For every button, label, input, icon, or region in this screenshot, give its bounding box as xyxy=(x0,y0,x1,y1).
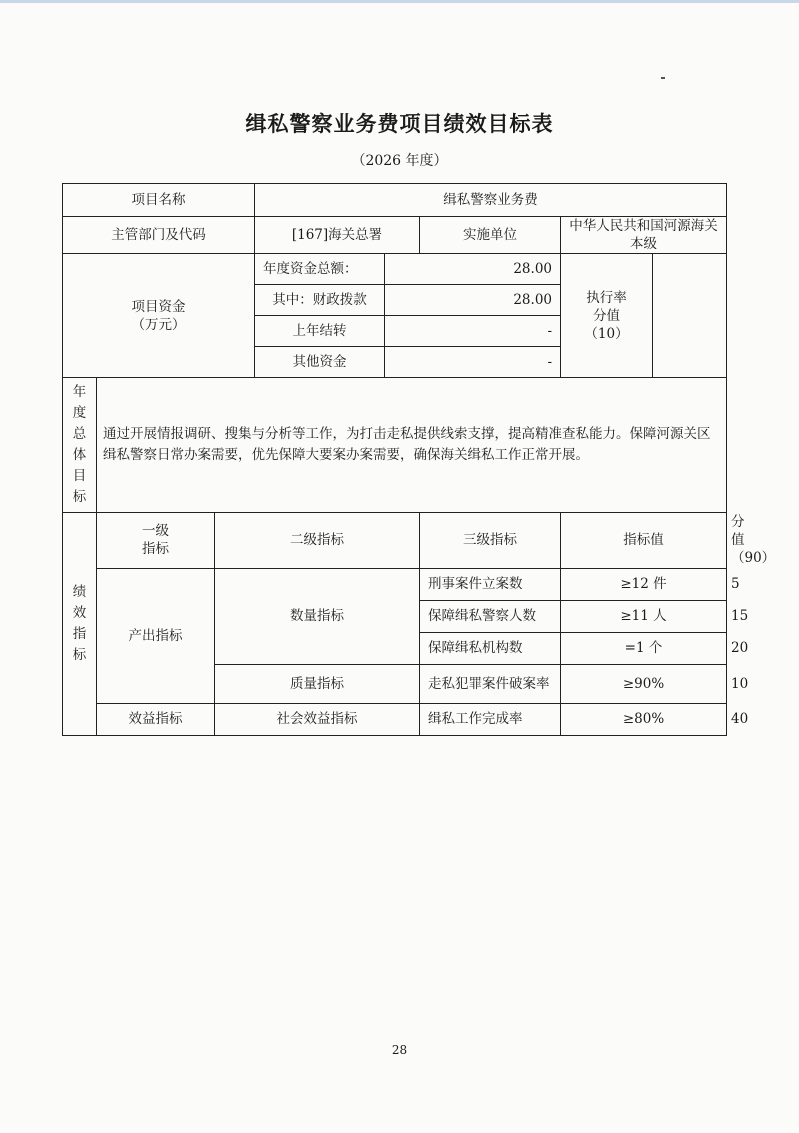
page-title: 缉私警察业务费项目绩效目标表 xyxy=(245,112,554,136)
performance-target-table xyxy=(62,183,776,736)
project-name-value: 缉私警察业务费 xyxy=(255,184,727,217)
department-row xyxy=(63,217,727,254)
indicator-header-row: 绩 效 指 标 一级 指标 二级指标 三级指标 指标值 分值 （90） xyxy=(63,512,727,568)
implementing-unit-label: 实施单位 xyxy=(420,217,561,254)
funds-row-label: 其中：财政拨款 xyxy=(255,285,385,316)
quantity-indicator-label: 数量指标 xyxy=(215,568,420,664)
indicators-label xyxy=(63,512,97,735)
indicator-name: 缉私工作完成率 xyxy=(420,703,561,735)
indicator-value: =1 个 xyxy=(561,632,727,664)
department-label: 主管部门及代码 xyxy=(63,217,255,254)
indicator-value: ≥11 人 xyxy=(561,600,727,632)
funds-row-value: 28.00 xyxy=(385,285,561,316)
indicator-value: ≥80% xyxy=(561,703,727,735)
annual-goal-text: 通过开展情报调研、搜集与分析等工作，为打击走私提供线索支撑，提高精准查私能力。保障河源关区缉私警察日常办案需要，优先保障大要案办案需要，确保海关缉私工作正常开展。 xyxy=(97,378,727,513)
execution-score-line3: （10） xyxy=(584,326,629,343)
project-name-label: 项目名称 xyxy=(63,184,255,217)
funds-row-label: 年度资金总额： xyxy=(255,254,385,285)
annual-goal-row xyxy=(63,378,727,513)
indicator-name: 保障缉私警察人数 xyxy=(420,600,561,632)
indicator-name: 保障缉私机构数 xyxy=(420,632,561,664)
value-header: 指标值 xyxy=(561,512,727,568)
goal-label-char: 度 xyxy=(72,405,87,422)
department-value: [167]海关总署 xyxy=(255,217,420,254)
goal-label-char: 年 xyxy=(72,384,87,401)
execution-score-blank xyxy=(653,254,727,378)
indicator-row: 保障缉私机构数 =1 个 20 xyxy=(63,632,727,664)
page-number: 28 xyxy=(391,1043,408,1057)
level1-header-line1: 一级 xyxy=(142,523,169,540)
funds-row-value: 28.00 xyxy=(385,254,561,285)
goal-label-char: 总 xyxy=(72,426,87,443)
scan-speck xyxy=(661,77,665,79)
indicator-value: ≥12 件 xyxy=(561,568,727,600)
goal-label-char: 体 xyxy=(72,447,87,464)
funds-row xyxy=(63,254,727,285)
indicator-row: 效益指标 社会效益指标 缉私工作完成率 ≥80% 40 xyxy=(63,703,727,735)
output-indicator-label: 产出指标 xyxy=(97,568,215,703)
level1-header xyxy=(97,512,215,568)
indicator-name: 刑事案件立案数 xyxy=(420,568,561,600)
funds-row-label: 上年结转 xyxy=(255,316,385,347)
funds-row-value: - xyxy=(385,347,561,378)
indicator-row: 保障缉私警察人数 ≥11 人 15 xyxy=(63,600,727,632)
goal-label-char: 目 xyxy=(72,468,87,485)
indicator-value: ≥90% xyxy=(561,664,727,703)
execution-score-cell xyxy=(561,254,653,378)
goal-label-char: 标 xyxy=(72,489,87,506)
annual-goal-label xyxy=(63,378,97,513)
indicator-row: 产出指标 数量指标 刑事案件立案数 ≥12 件 5 xyxy=(63,568,727,600)
indicators-label-char: 绩 xyxy=(72,583,87,600)
funds-label xyxy=(63,254,255,378)
indicators-label-char: 指 xyxy=(72,625,87,642)
benefit-indicator-label: 效益指标 xyxy=(97,703,215,735)
indicator-row: 质量指标 走私犯罪案件破案率 ≥90% 10 xyxy=(63,664,727,703)
level3-header: 三级指标 xyxy=(420,512,561,568)
level2-header: 二级指标 xyxy=(215,512,420,568)
page-subtitle: （2026 年度） xyxy=(351,153,448,169)
indicator-name: 走私犯罪案件破案率 xyxy=(420,664,561,703)
funds-row-value: - xyxy=(385,316,561,347)
scan-edge-tint xyxy=(0,0,799,3)
level1-header-line2: 指标 xyxy=(142,541,169,558)
social-benefit-indicator-label: 社会效益指标 xyxy=(215,703,420,735)
project-name-row xyxy=(63,184,727,217)
quality-indicator-label: 质量指标 xyxy=(215,664,420,703)
execution-score-line2: 分值 xyxy=(593,307,620,324)
indicators-label-char: 效 xyxy=(72,604,87,621)
funds-label-line1: 项目资金 xyxy=(131,298,186,315)
indicators-label-char: 标 xyxy=(72,646,87,663)
funds-label-line2: （万元） xyxy=(131,316,186,333)
execution-score-line1: 执行率 xyxy=(586,289,627,306)
funds-row-label: 其他资金 xyxy=(255,347,385,378)
implementing-unit-value: 中华人民共和国河源海关本级 xyxy=(561,217,727,254)
